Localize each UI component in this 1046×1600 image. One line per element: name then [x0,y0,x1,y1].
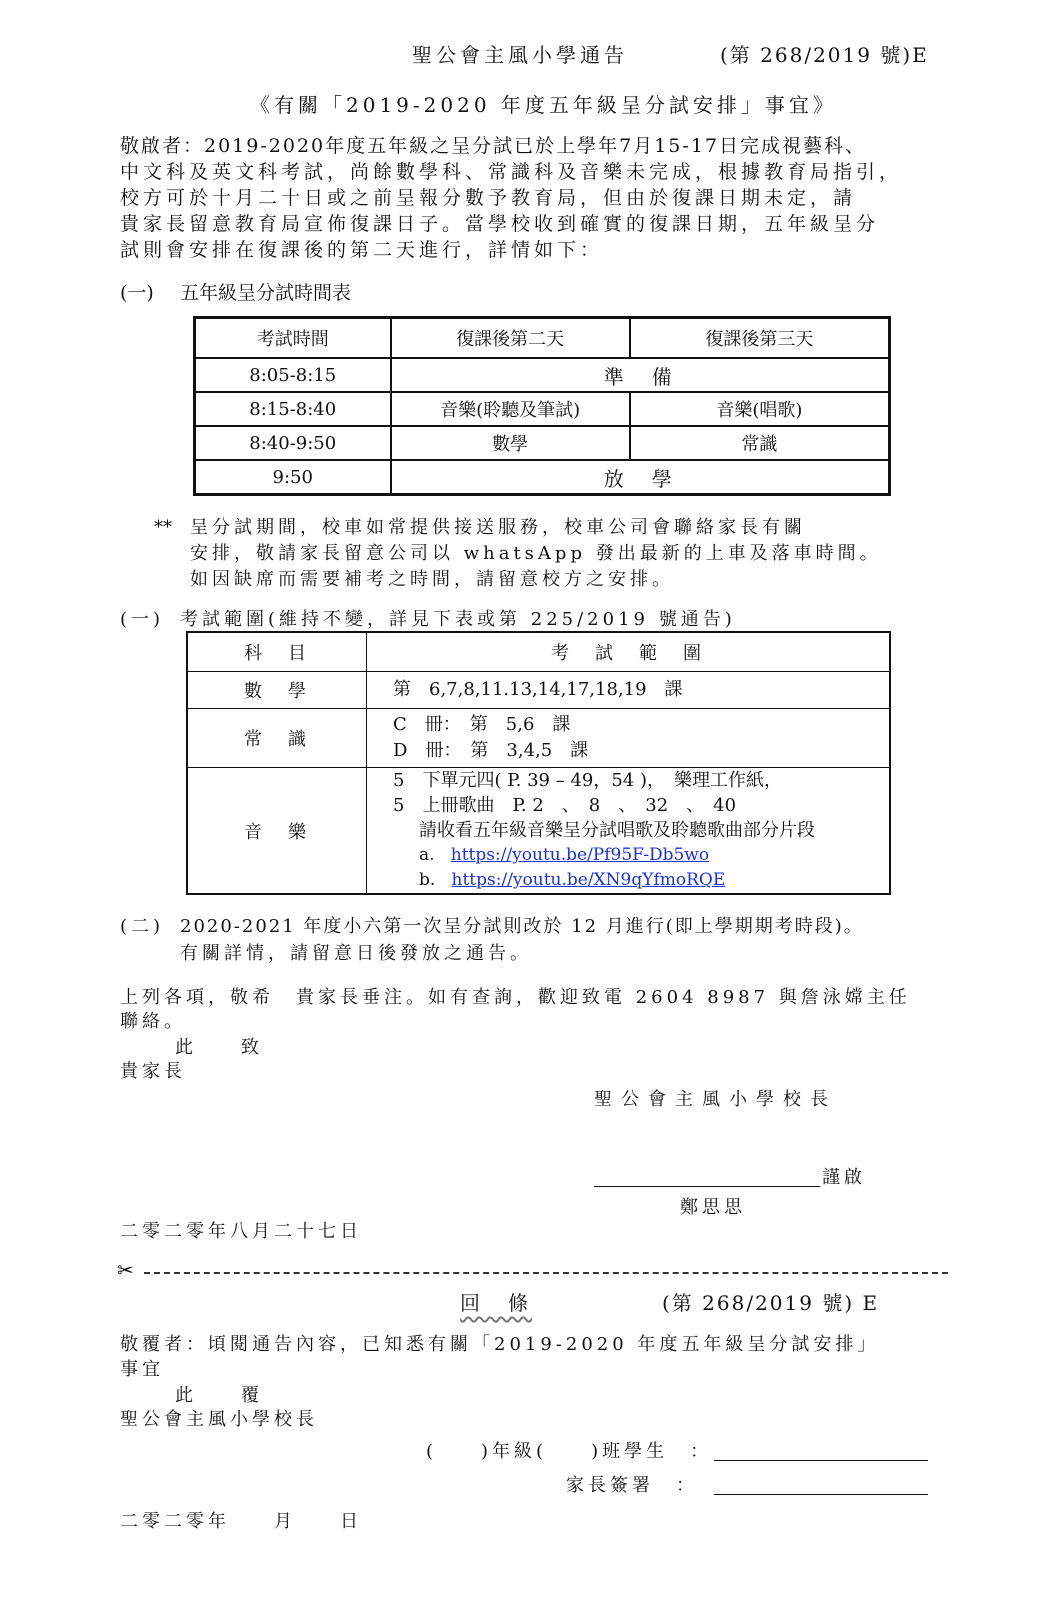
section-title: 考試範圍(維持不變，詳見下表或第 225/2019 號通告) [180,609,736,630]
closing-line: 聯絡。 [120,1011,186,1032]
table-cell: 準 備 [391,358,890,392]
intro-line: 敬啟者：2019-2020年度五年級之呈分試已於上學年7月15-17日完成視藝科、 [120,135,866,157]
table-cell: 第 6,7,8,11.13,14,17,18,19 課 [367,672,891,709]
cut-line [144,1272,948,1274]
reply-line: 敬覆者：頃閱通告內容，已知悉有關「2019-2020 年度五年級呈分試安排」 [120,1334,880,1355]
table-cell: 常 識 [187,709,367,768]
intro-line: 試則會安排在復課後的第二天進行，詳情如下： [120,239,604,261]
link-row [393,868,889,893]
table-row [195,426,890,460]
table-header: 科 目 [187,632,367,672]
principal-name: 鄭思思 [680,1197,746,1218]
table-row [187,709,890,768]
youtube-link-b[interactable]: https://youtu.be/XN9qYfmoRQE [451,870,726,890]
intro-line: 中文科及英文科考試，尚餘數學科、常識科及音樂未完成，根據教育局指引， [120,161,903,183]
notice-title: 聖公會主風小學通告 [412,43,628,67]
signature-line [594,1186,820,1187]
table-row [187,672,890,709]
notice-subject: 《有關「2019-2020 年度五年級呈分試安排」事宜》 [250,93,837,117]
scope-line: 請收看五年級音樂呈分試唱歌及聆聽歌曲部分片段 [419,820,815,841]
note-line: 安排，敬請家長留意公司以 whatsApp 發出最新的上車及落車時間。 [190,543,882,564]
table-cell: 8:15-8:40 [195,392,391,426]
scope-line: D 冊： 第 3,4,5 課 [393,740,589,761]
reply-date: 二零二零年 月 日 [120,1511,362,1532]
table-cell: 音 樂 [187,768,367,895]
table-header: 考試時間 [195,318,391,359]
table-row [195,460,890,495]
section-title: 五年級呈分試時間表 [180,282,352,304]
table-header: 復課後第二天 [391,318,630,359]
student-input-line[interactable] [714,1460,928,1461]
table-row [195,318,890,359]
table-header: 復課後第三天 [630,318,890,359]
jin-qi: 謹啟 [822,1167,866,1188]
parent-signature-label: 家長簽署 ： [566,1475,698,1496]
table-cell: 常識 [630,426,890,460]
parent-signature-line[interactable] [714,1494,928,1495]
youtube-link-a[interactable]: https://youtu.be/Pf95F-Db5wo [450,845,710,865]
table-row [195,392,890,426]
scope-line: 5 下單元四( P. 39 – 49，54 )， 樂理工作紙， [393,770,783,791]
intro-line: 校方可於十月二十日或之前呈報分數予教育局，但由於復課日期未定，請 [120,187,857,209]
table-cell: 9:50 [195,460,391,495]
notice-number: (第 268/2019 號)E [720,43,929,67]
intro-line: 貴家長留意教育局宣佈復課日子。當學校收到確實的復課日期，五年級呈分 [120,213,880,235]
link-label: b. [419,870,436,890]
table-cell [367,709,891,768]
section-line: 2020-2021 年度小六第一次呈分試則改於 12 月進行(即上學期期考時段)。 [180,916,864,937]
section-marker: (一) [120,282,154,304]
student-label: ( )年級( )班學生 ： [426,1441,713,1462]
reply-notice-number: (第 268/2019 號) E [662,1291,880,1315]
table-cell: 數 學 [187,672,367,709]
reply-to: 聖公會主風小學校長 [120,1409,318,1430]
section-line: 有關詳情，請留意日後發放之通告。 [180,943,532,964]
link-row [393,843,889,868]
scope-line: C 冊： 第 5,6 課 [393,714,571,735]
scope-table [186,631,891,895]
recipient: 貴家長 [120,1061,186,1082]
schedule-table [193,316,891,496]
table-header: 考 試 範 圍 [367,632,891,672]
scissors-icon: ✂ [117,1258,134,1282]
note-marker: ** [154,517,172,538]
scope-line: 5 上冊歌曲 P. 2 、 8 、 32 、 40 [393,795,737,816]
link-label: a. [419,845,435,865]
table-cell: 音樂(唱歌) [630,392,890,426]
table-cell: 放 學 [391,460,890,495]
table-row [195,358,890,392]
principal-title: 聖公會主風小學校長 [594,1089,837,1110]
table-row [187,632,890,672]
ci-zhi: 此 致 [175,1037,263,1058]
table-cell: 8:40-9:50 [195,426,391,460]
table-cell: 音樂(聆聽及筆試) [391,392,630,426]
reply-line: 事宜 [120,1359,164,1380]
section-marker: (一) [120,609,165,630]
table-cell: 數學 [391,426,630,460]
closing-line: 上列各項，敬希 貴家長垂注。如有查詢，歡迎致電 2604 8987 與詹泳嫦主任 [120,987,911,1008]
note-line: 如因缺席而需要補考之時間，請留意校方之安排。 [190,569,674,590]
table-cell [367,768,891,895]
notice-date: 二零二零年八月二十七日 [120,1221,362,1242]
ci-fu: 此 覆 [175,1385,263,1406]
note-line: 呈分試期間，校車如常提供接送服務，校車公司會聯絡家長有關 [190,517,806,538]
section-marker: (二) [120,916,165,937]
reply-title: 回 條 [460,1291,532,1315]
table-row [187,768,890,895]
table-cell: 8:05-8:15 [195,358,391,392]
